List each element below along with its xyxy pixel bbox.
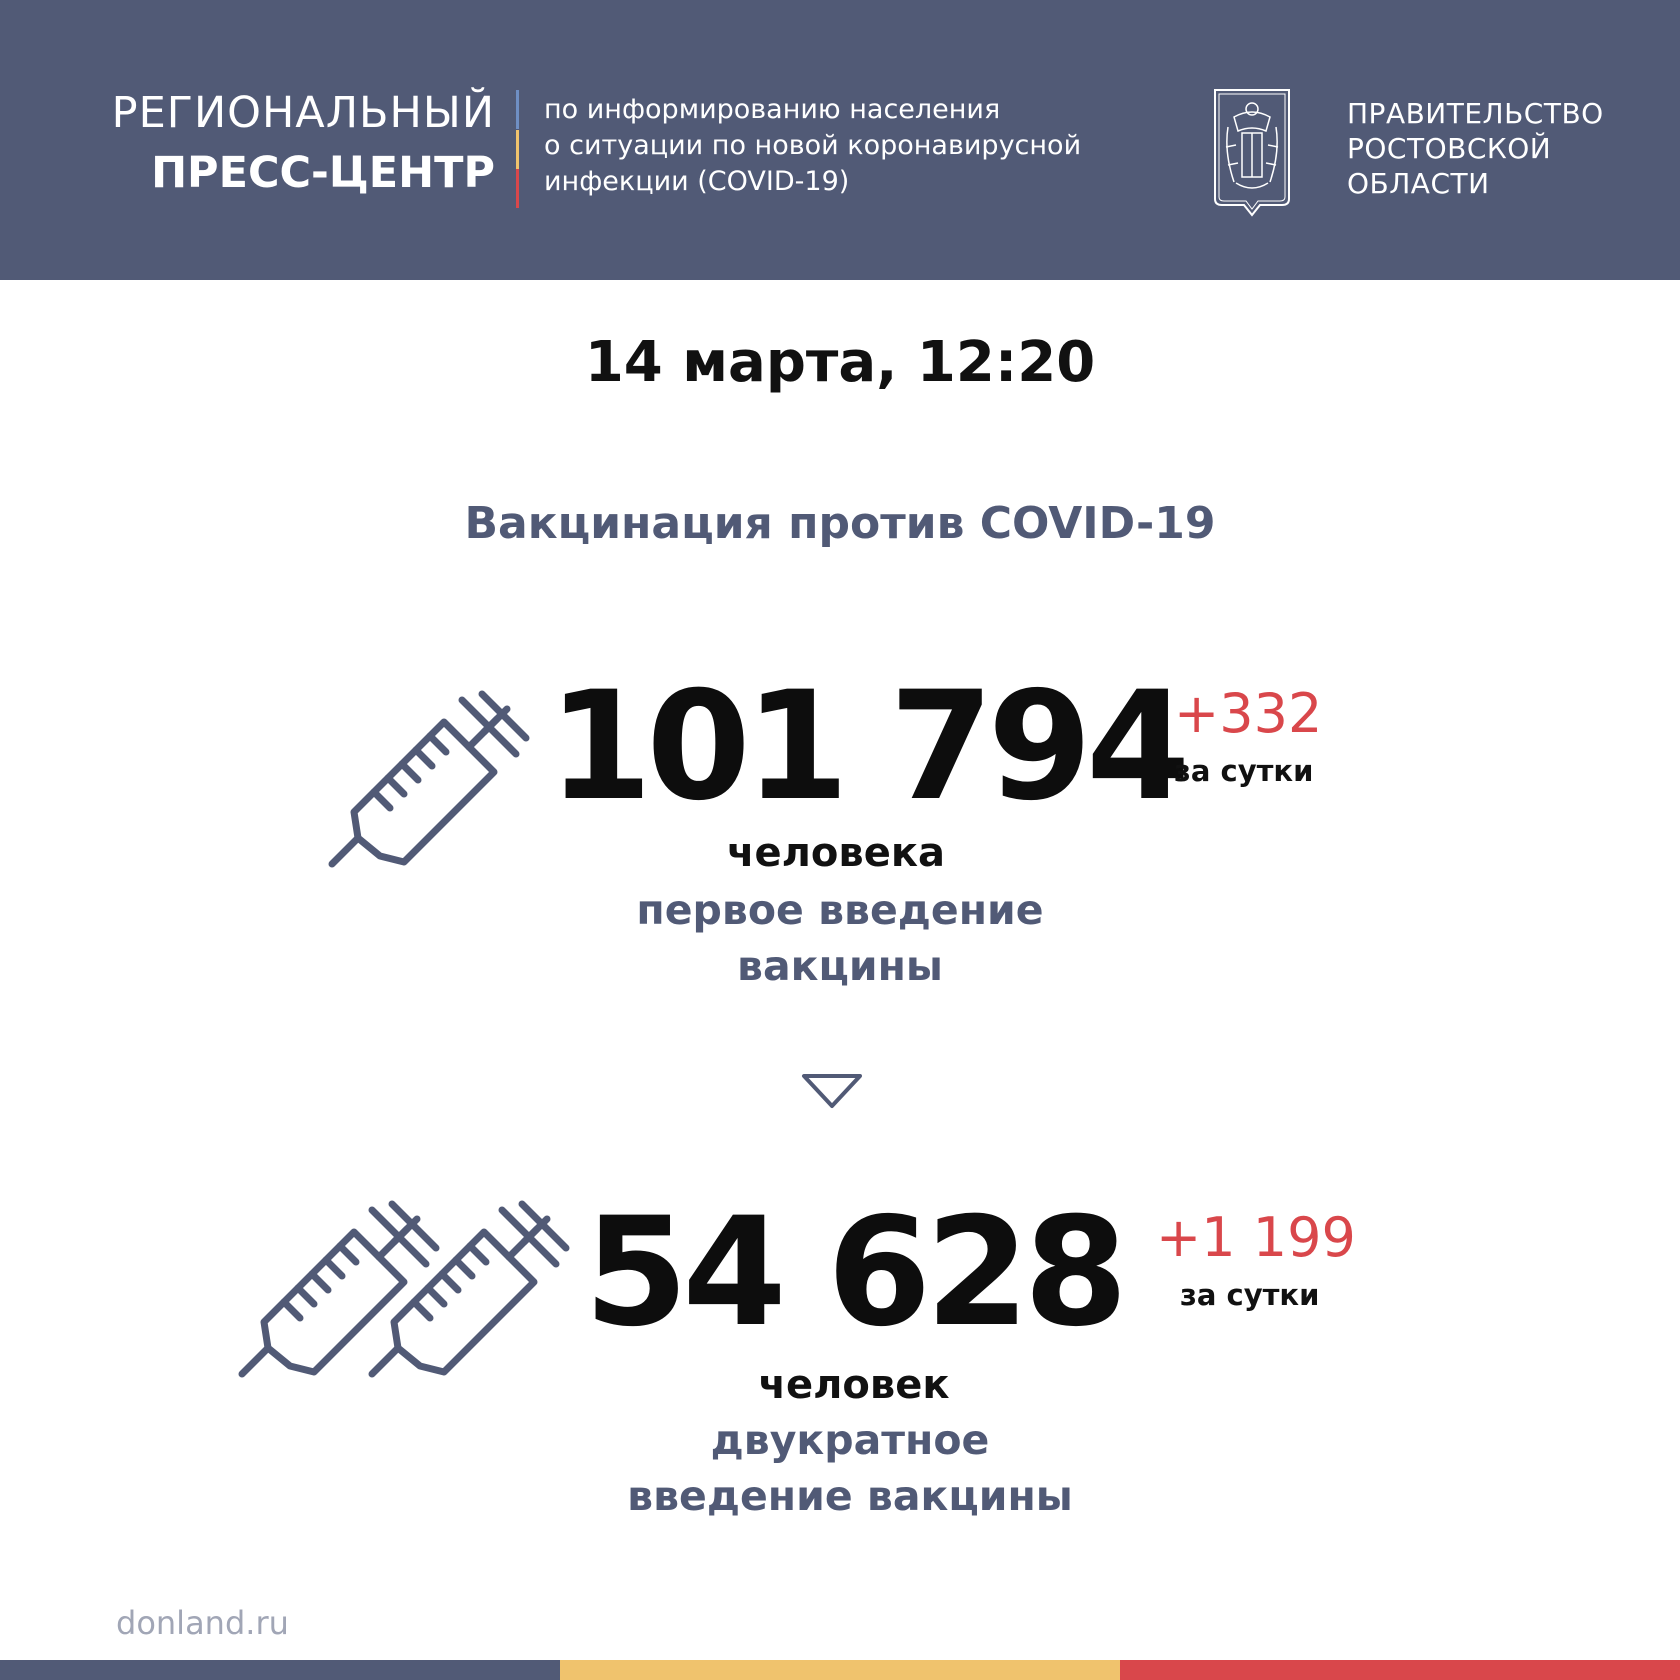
section-title: Вакцинация против COVID-19 bbox=[464, 498, 1216, 549]
brand-subtitle-line2: о ситуации по новой коронавирусной bbox=[544, 130, 1082, 161]
report-datetime: 14 марта, 12:20 bbox=[584, 330, 1096, 395]
second-dose-count: 54 628 bbox=[584, 1186, 1123, 1360]
government-name bbox=[1347, 96, 1604, 201]
second-dose-description-line1: двукратное bbox=[710, 1416, 990, 1464]
brand-title-line1: РЕГИОНАЛЬНЫЙ bbox=[111, 88, 495, 138]
brand-divider bbox=[516, 90, 519, 208]
footer-bar-red bbox=[1120, 1660, 1680, 1680]
divider-segment-red bbox=[516, 169, 519, 208]
second-dose-delta-label: за сутки bbox=[1180, 1278, 1320, 1312]
first-dose-description bbox=[0, 882, 1680, 994]
brand-title-line2: ПРЕСС-ЦЕНТР bbox=[151, 148, 495, 198]
first-dose-description-line1: первое введение bbox=[636, 886, 1044, 934]
first-dose-delta-label: за сутки bbox=[1174, 754, 1314, 788]
second-dose-delta: +1 199 bbox=[1156, 1206, 1356, 1269]
government-name-line3: ОБЛАСТИ bbox=[1347, 167, 1490, 200]
brand-subtitle bbox=[544, 92, 1081, 200]
divider-segment-yellow bbox=[516, 130, 519, 169]
down-triangle-icon bbox=[802, 1074, 862, 1110]
divider-segment-blue bbox=[516, 90, 519, 129]
second-dose-unit: человек bbox=[758, 1362, 950, 1408]
footer-color-bar bbox=[0, 1660, 1680, 1680]
government-name-line2: РОСТОВСКОЙ bbox=[1347, 132, 1552, 165]
brand-subtitle-line1: по информированию населения bbox=[544, 94, 1001, 125]
first-dose-description-line2: вакцины bbox=[737, 942, 943, 990]
footer-bar-blue bbox=[0, 1660, 560, 1680]
government-name-line1: ПРАВИТЕЛЬСТВО bbox=[1347, 97, 1604, 130]
syringe-icon-right bbox=[368, 1188, 578, 1378]
site-link[interactable]: donland.ru bbox=[116, 1604, 289, 1642]
coat-of-arms-icon bbox=[1212, 87, 1292, 219]
first-dose-delta: +332 bbox=[1174, 682, 1323, 745]
header-banner bbox=[0, 0, 1680, 280]
first-dose-count: 101 794 bbox=[548, 660, 1185, 834]
brand-subtitle-line3: инфекции (COVID-19) bbox=[544, 166, 850, 197]
first-dose-unit: человека bbox=[727, 830, 945, 876]
second-dose-description bbox=[10, 1412, 1680, 1524]
footer-bar-yellow bbox=[560, 1660, 1120, 1680]
second-dose-description-line2: введение вакцины bbox=[627, 1472, 1073, 1520]
